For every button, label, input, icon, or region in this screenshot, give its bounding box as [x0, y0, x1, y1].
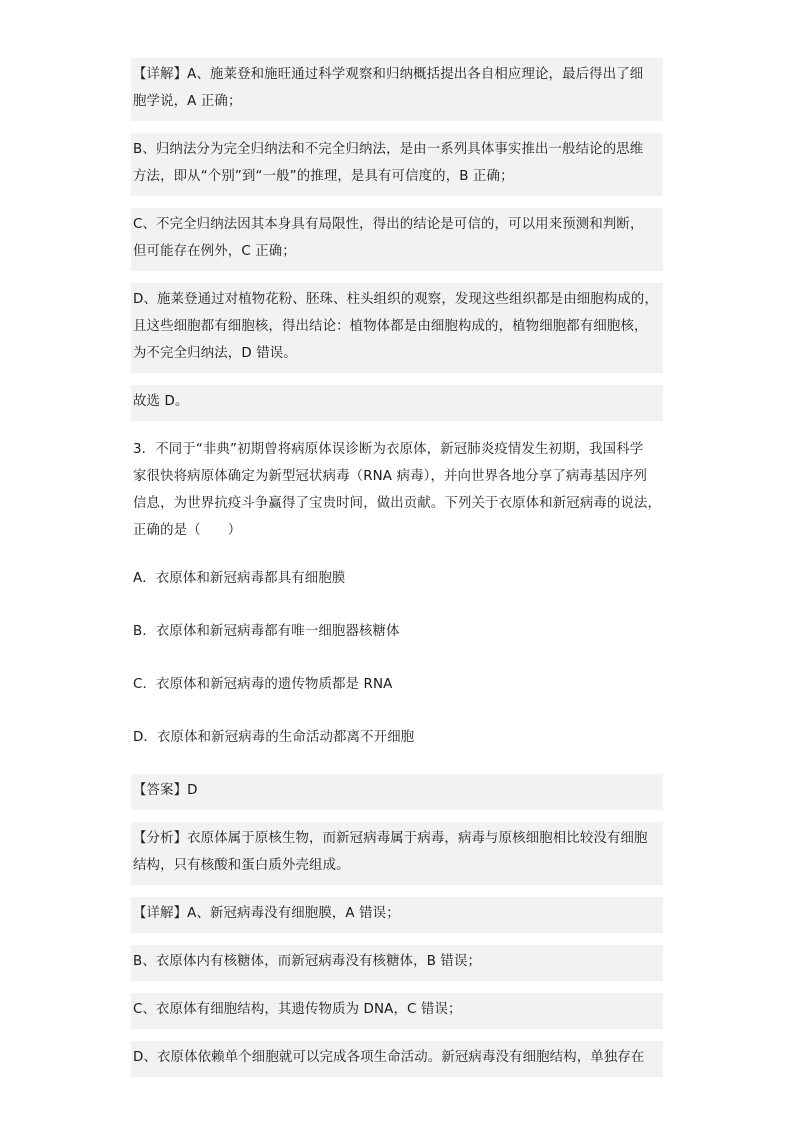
text-line: B、衣原体内有核糖体，而新冠病毒没有核糖体，B 错误； — [133, 954, 482, 969]
text-line: 结构，只有核酸和蛋白质外壳组成。 — [133, 858, 350, 873]
question-3-stem — [131, 433, 663, 550]
text-line: A．衣原体和新冠病毒都具有细胞膜 — [133, 571, 346, 586]
answer-choice-statement — [131, 385, 663, 421]
text-line: D、衣原体依赖单个细胞就可以完成各项生命活动。新冠病毒没有细胞结构，单独存在 — [133, 1050, 645, 1065]
detail-paragraph-c — [131, 993, 663, 1029]
text-line: D．衣原体和新冠病毒的生命活动都离不开细胞 — [133, 730, 415, 745]
text-line: D、施莱登通过对植物花粉、胚珠、柱头组织的观察，发现这些组织都是由细胞构成的， — [133, 292, 659, 307]
text-line: 胞学说，A 正确； — [133, 94, 242, 109]
document-page — [131, 58, 663, 1089]
option-d — [131, 721, 663, 757]
explanation-paragraph-b — [131, 133, 663, 196]
text-line: 但可能存在例外，C 正确； — [133, 244, 296, 259]
text-line: B．衣原体和新冠病毒都有唯一细胞器核糖体 — [133, 624, 400, 639]
answer-paragraph — [131, 774, 663, 810]
text-line: 【答案】D — [133, 783, 198, 798]
text-line: 故选 D。 — [133, 394, 189, 409]
option-a — [131, 562, 663, 598]
detail-paragraph-b — [131, 945, 663, 981]
text-line: 且这些细胞都有细胞核，得出结论：植物体都是由细胞构成的，植物细胞都有细胞核， — [133, 319, 648, 334]
text-line: 信息，为世界抗疫斗争赢得了宝贵时间，做出贡献。下列关于衣原体和新冠病毒的说法， — [133, 496, 662, 511]
option-c — [131, 668, 663, 704]
text-line: 方法，即从“个别”到“一般”的推理，是具有可信度的，B 正确； — [133, 169, 514, 184]
text-line: 3．不同于“非典”初期曾将病原体误诊断为衣原体，新冠肺炎疫情发生初期，我国科学 — [133, 442, 644, 457]
explanation-paragraph-d — [131, 283, 663, 373]
option-b — [131, 615, 663, 651]
detail-paragraph-d — [131, 1041, 663, 1077]
text-line: C．衣原体和新冠病毒的遗传物质都是 RNA — [133, 677, 393, 692]
explanation-paragraph-a — [131, 58, 663, 121]
detail-paragraph-a — [131, 897, 663, 933]
text-line: B、归纳法分为完全归纳法和不完全归纳法，是由一系列具体事实推出一般结论的思维 — [133, 142, 644, 157]
analysis-paragraph — [131, 822, 663, 885]
text-line: 【详解】A、新冠病毒没有细胞膜，A 错误； — [133, 906, 400, 921]
text-line: 为不完全归纳法，D 错误。 — [133, 346, 297, 361]
explanation-paragraph-c — [131, 208, 663, 271]
text-line: C、不完全归纳法因其本身具有局限性，得出的结论是可信的，可以用来预测和判断， — [133, 217, 644, 232]
text-line: 正确的是（ ） — [133, 523, 242, 538]
text-line: C、衣原体有细胞结构，其遗传物质为 DNA，C 错误； — [133, 1002, 462, 1017]
text-line: 【分析】衣原体属于原核生物，而新冠病毒属于病毒，病毒与原核细胞相比较没有细胞 — [133, 831, 648, 846]
text-line: 【详解】A、施莱登和施旺通过科学观察和归纳概括提出各自相应理论，最后得出了细 — [133, 67, 644, 82]
text-line: 家很快将病原体确定为新型冠状病毒（RNA 病毒），并向世界各地分享了病毒基因序列 — [133, 469, 648, 484]
